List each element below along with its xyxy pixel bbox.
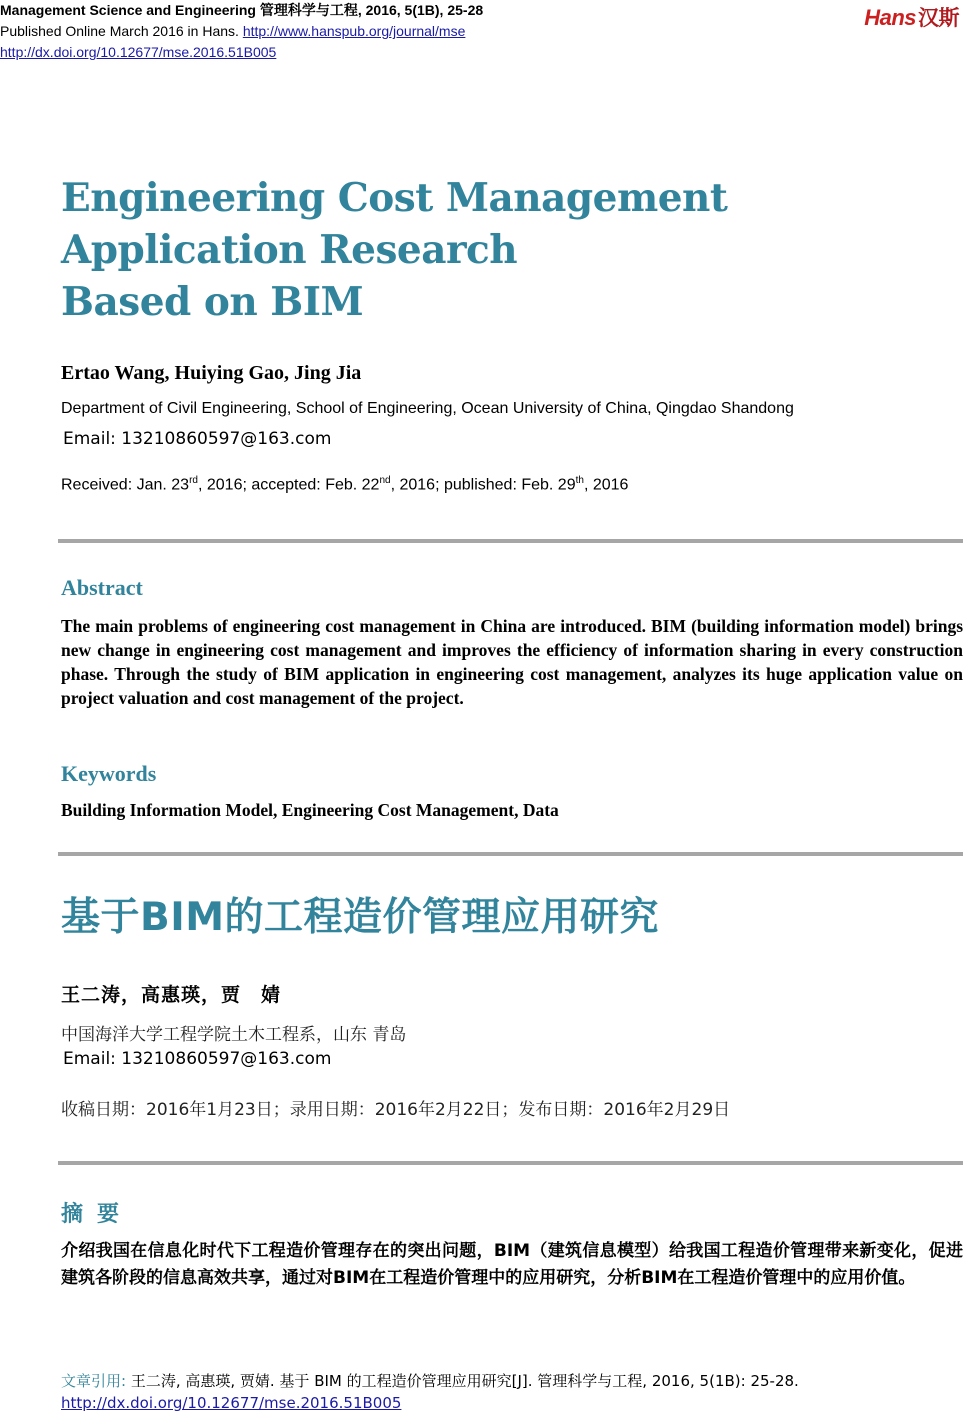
published-text: Published Online March 2016 in Hans. (0, 23, 243, 39)
chinese-title: 基于BIM的工程造价管理应用研究 (61, 895, 660, 940)
chinese-authors: 王二涛，高惠瑛，贾 婧 (61, 984, 282, 1006)
english-authors: Ertao Wang, Huiying Gao, Jing Jia (61, 362, 362, 384)
keywords-text: Building Information Model, Engineering Cost Management, Data (61, 800, 559, 820)
chinese-email: Email: 13210860597@163.com (63, 1049, 332, 1069)
english-email: Email: 13210860597@163.com (63, 429, 332, 449)
citation-text: 王二涛, 高惠瑛, 贾婧. 基于 BIM 的工程造价管理应用研究[J]. 管理科学与工程, 2016, 5(1B): 25-28. (130, 1372, 799, 1390)
doi-link[interactable]: http://dx.doi.org/10.12677/mse.2016.51B005 (0, 44, 277, 60)
citation (61, 1370, 799, 1414)
journal-name: Management Science and Engineering 管理科学与工程, 2016, 5(1B), 25-28 (0, 2, 484, 18)
hans-logo: Hans汉斯 (864, 5, 959, 30)
abstract-heading: Abstract (61, 575, 143, 600)
divider (58, 539, 963, 543)
divider (58, 1161, 963, 1165)
published-line (0, 21, 483, 42)
abstract-text: The main problems of engineering cost management in China are introduced. BIM (building information model) brings new change in engineering cost management and improves the efficiency of information sharing in every construction phase. Through the study of BIM application in engineering cost management, analyzes its huge application value on project valuation and cost management of the project. (61, 616, 963, 708)
chinese-abstract-heading: 摘要 (61, 1202, 134, 1227)
received-dates: Received: Jan. 23rd, 2016; accepted: Feb. 22nd, 2016; published: Feb. 29th, 2016 (61, 475, 629, 494)
journal-header (0, 0, 483, 63)
citation-label: 文章引用: (61, 1372, 131, 1390)
english-title: Engineering Cost Management Application Research Based on BIM (61, 175, 728, 325)
chinese-abstract-text: 介绍我国在信息化时代下工程造价管理存在的突出问题，BIM（建筑信息模型）给我国工程造价管理带来新变化，促进建筑各阶段的信息高效共享，通过对BIM在工程造价管理中的应用研究，分析BIM在工程造价管理中的应用价值。 (61, 1241, 963, 1288)
english-affiliation: Department of Civil Engineering, School of Engineering, Ocean University of China, Qingdao Shandong (61, 400, 794, 417)
chinese-affiliation: 中国海洋大学工程学院土木工程系，山东 青岛 (61, 1025, 407, 1045)
journal-link[interactable]: http://www.hanspub.org/journal/mse (242, 23, 466, 39)
citation-doi-link[interactable]: http://dx.doi.org/10.12677/mse.2016.51B005 (61, 1394, 402, 1412)
chinese-dates: 收稿日期：2016年1月23日；录用日期：2016年2月22日；发布日期：2016年2月29日 (61, 1100, 731, 1120)
divider (58, 852, 963, 856)
keywords-heading: Keywords (61, 761, 157, 786)
